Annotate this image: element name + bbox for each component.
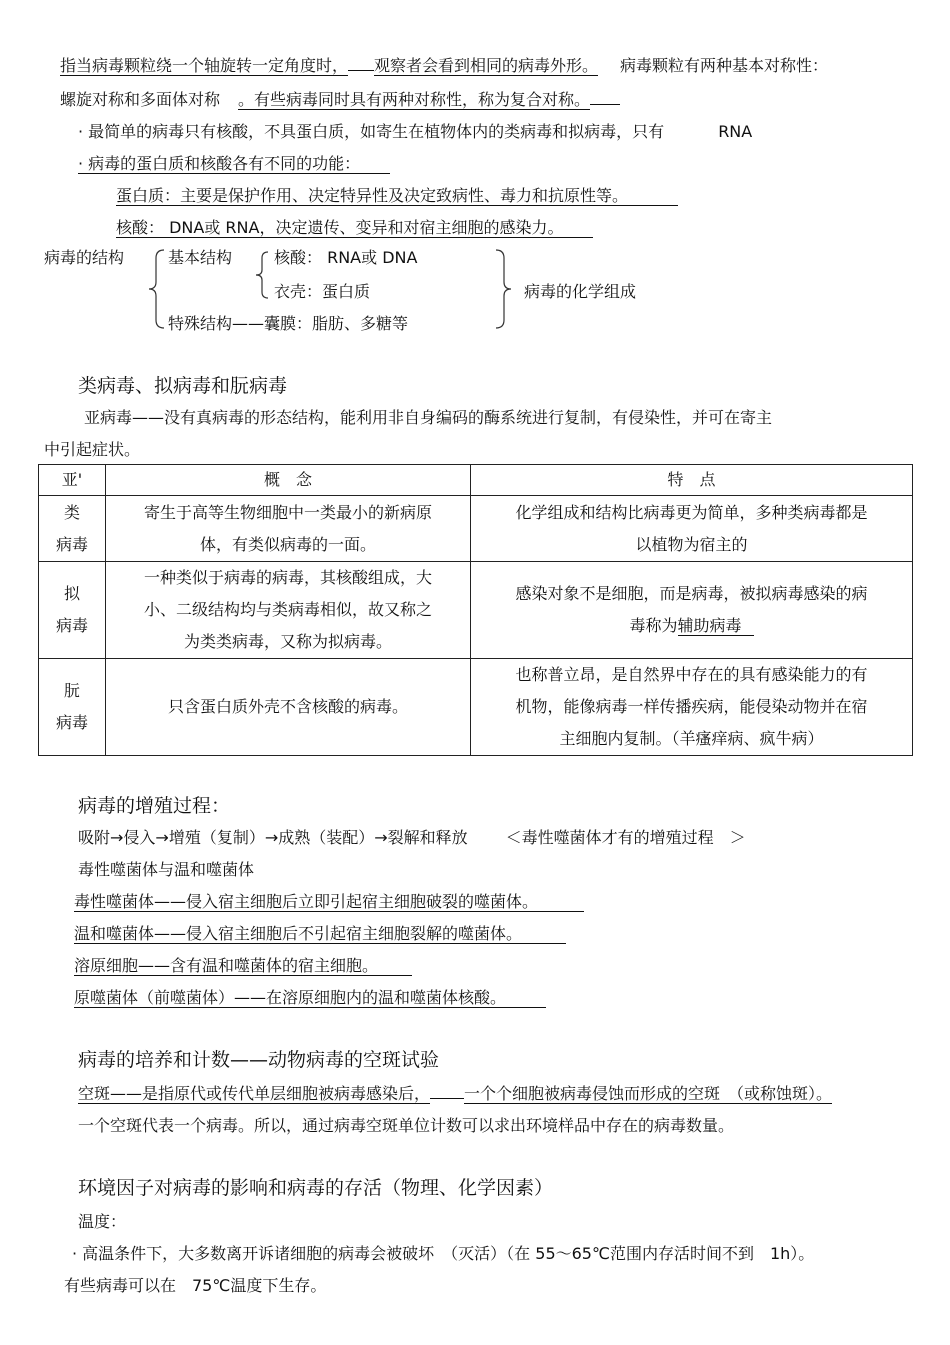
subviral-heading: 类病毒、拟病毒和朊病毒: [78, 375, 288, 397]
capsid-item: 衣壳：蛋白质: [274, 282, 371, 301]
left-brace: [146, 248, 170, 330]
name-part: 病毒: [55, 616, 88, 635]
special-structure: 特殊结构——囊膜：脂肪、多糖等: [168, 314, 409, 333]
subviral-intro-1: 亚病毒——没有真病毒的形态结构，能利用非自身编码的酶系统进行复制，有侵染性，并可在寄主: [84, 408, 773, 427]
header-cell: 概 念: [106, 465, 471, 496]
name-part: 类: [63, 502, 80, 522]
name-part: 病毒: [55, 713, 88, 732]
text-run: 吸附→侵入→增殖（复制）→成熟（装配）→裂解和释放: [78, 828, 468, 847]
cell-line: 寄生于高等生物细胞中一类最小的新病原: [143, 502, 432, 522]
table-row: [39, 496, 913, 562]
concept-cell: [106, 562, 471, 659]
text-run: 螺旋对称和多面体对称: [60, 90, 221, 109]
replication-steps: [78, 828, 746, 848]
feature-cell: [471, 659, 913, 756]
def-temperate-phage: [74, 924, 566, 944]
feature-cell: [471, 562, 913, 659]
text-run: 温和噬菌体——侵入宿主细胞后不引起宿主细胞裂解的噬菌体。: [74, 924, 566, 944]
symmetry-line-2: [60, 90, 620, 110]
table-row: [39, 659, 913, 756]
cell-line: 小、二级结构均与类病毒相似，故又称之: [143, 600, 432, 619]
table-header-row: [39, 465, 913, 496]
phage-subheading: 毒性噬菌体与温和噬菌体: [78, 860, 255, 879]
nucleic-acid-item: 核酸： RNA或 DNA: [274, 248, 418, 267]
bullet-functions: [78, 154, 390, 174]
row-name-cell: [39, 562, 106, 659]
cell-line: 体，有类似病毒的一面。: [199, 534, 376, 554]
basic-structure: 基本结构: [168, 248, 233, 267]
text-run: 。有些病毒同时具有两种对称性，称为复合对称。: [238, 90, 591, 109]
def-lysogenic-cell: [74, 956, 412, 976]
def-prophage: [74, 988, 546, 1008]
chemical-composition: 病毒的化学组成: [524, 282, 637, 301]
culture-heading: 病毒的培养和计数——动物病毒的空斑试验: [78, 1049, 440, 1071]
feature-cell: [471, 496, 913, 562]
text-run: 核酸： DNA或 RNA，决定遗传、变异和对宿主细胞的感染力。: [116, 218, 593, 238]
helper-virus-term: 辅助病毒: [678, 616, 754, 636]
cell-line: 也称普立昂，是自然界中存在的具有感染能力的有: [515, 665, 868, 684]
text-run: 病毒颗粒有两种基本对称性：: [620, 56, 829, 75]
cell-line: 只含蛋白质外壳不含核酸的病毒。: [167, 697, 408, 716]
text-run: 一个个细胞被病毒侵蚀而形成的空斑 （或称蚀斑）。: [464, 1084, 833, 1103]
name-part: 朊: [63, 681, 80, 700]
inner-brace: [252, 250, 272, 300]
text-run: 蛋白质：主要是保护作用、决定特异性及决定致病性、毒力和抗原性等。: [116, 186, 678, 206]
name-part: 病毒: [55, 534, 88, 554]
header-cell: 亚': [39, 465, 106, 496]
row-name-cell: [39, 496, 106, 562]
name-part: 拟: [63, 584, 80, 603]
environment-heading: 环境因子对病毒的影响和病毒的存活（物理、化学因素）: [78, 1177, 554, 1199]
plaque-count: 一个空斑代表一个病毒。所以，通过病毒空斑单位计数可以求出环境样品中存在的病毒数量。: [78, 1116, 735, 1135]
high-temp-bullet: · 高温条件下，大多数离开诉诸细胞的病毒会被破坏 （灭活）（在 55～65℃范围内存活时间不到 1h）。: [72, 1244, 815, 1263]
text-run: RNA: [718, 122, 753, 141]
text-run: 观察者会看到相同的病毒外形。: [374, 56, 599, 75]
text-run: 指当病毒颗粒绕一个轴旋转一定角度时，: [60, 56, 349, 75]
concept-cell: [106, 659, 471, 756]
text-run: 溶原细胞——含有温和噬菌体的宿主细胞。: [74, 956, 412, 976]
subviral-intro-2: 中引起症状。: [44, 440, 141, 459]
cell-line: 机物，能像病毒一样传播疾病，能侵染动物并在宿: [515, 697, 868, 716]
text-run: 毒性噬菌体——侵入宿主细胞后立即引起宿主细胞破裂的噬菌体。: [74, 892, 584, 912]
text-run: 原噬菌体（前噬菌体）——在溶原细胞内的温和噬菌体核酸。: [74, 988, 546, 1008]
text-run: · 最简单的病毒只有核酸，不具蛋白质，如寄生在植物体内的类病毒和拟病毒，只有: [78, 122, 665, 141]
replication-heading: 病毒的增殖过程：: [78, 795, 231, 817]
cell-line: 主细胞内复制。（羊瘙痒病、疯牛病）: [559, 729, 824, 748]
header-cell: 特 点: [471, 465, 913, 496]
protein-function: [116, 186, 678, 206]
subviral-table: [38, 464, 913, 756]
cell-line: 为类类病毒，又称为拟病毒。: [183, 632, 392, 651]
concept-cell: [106, 496, 471, 562]
cell-line: 以植物为宿主的: [635, 534, 748, 554]
cell-line: 一种类似于病毒的病毒，其核酸组成，大: [143, 568, 432, 587]
survive-75-line: 有些病毒可以在 75℃温度下生存。: [64, 1276, 327, 1295]
row-name-cell: [39, 659, 106, 756]
bullet-rna-only: [78, 122, 752, 142]
temperature-label: 温度：: [78, 1212, 127, 1231]
right-brace: [492, 248, 516, 330]
cell-line: 感染对象不是细胞，而是病毒，被拟病毒感染的病: [515, 584, 868, 603]
text-run: ＜毒性噬菌体才有的增殖过程 ＞: [505, 828, 746, 847]
text-run: 空斑——是指原代或传代单层细胞被病毒感染后，: [78, 1084, 431, 1103]
cell-line: [477, 610, 906, 642]
plaque-definition: [78, 1084, 832, 1104]
def-virulent-phage: [74, 892, 584, 912]
table-row: [39, 562, 913, 659]
structure-label: 病毒的结构: [44, 248, 125, 267]
nucleic-function: [116, 218, 593, 238]
text-run: · 病毒的蛋白质和核酸各有不同的功能：: [78, 154, 390, 174]
cell-line: 化学组成和结构比病毒更为简单，多种类病毒都是: [515, 502, 868, 522]
symmetry-line-1: [60, 56, 828, 76]
text-run: 毒称为: [629, 616, 678, 635]
